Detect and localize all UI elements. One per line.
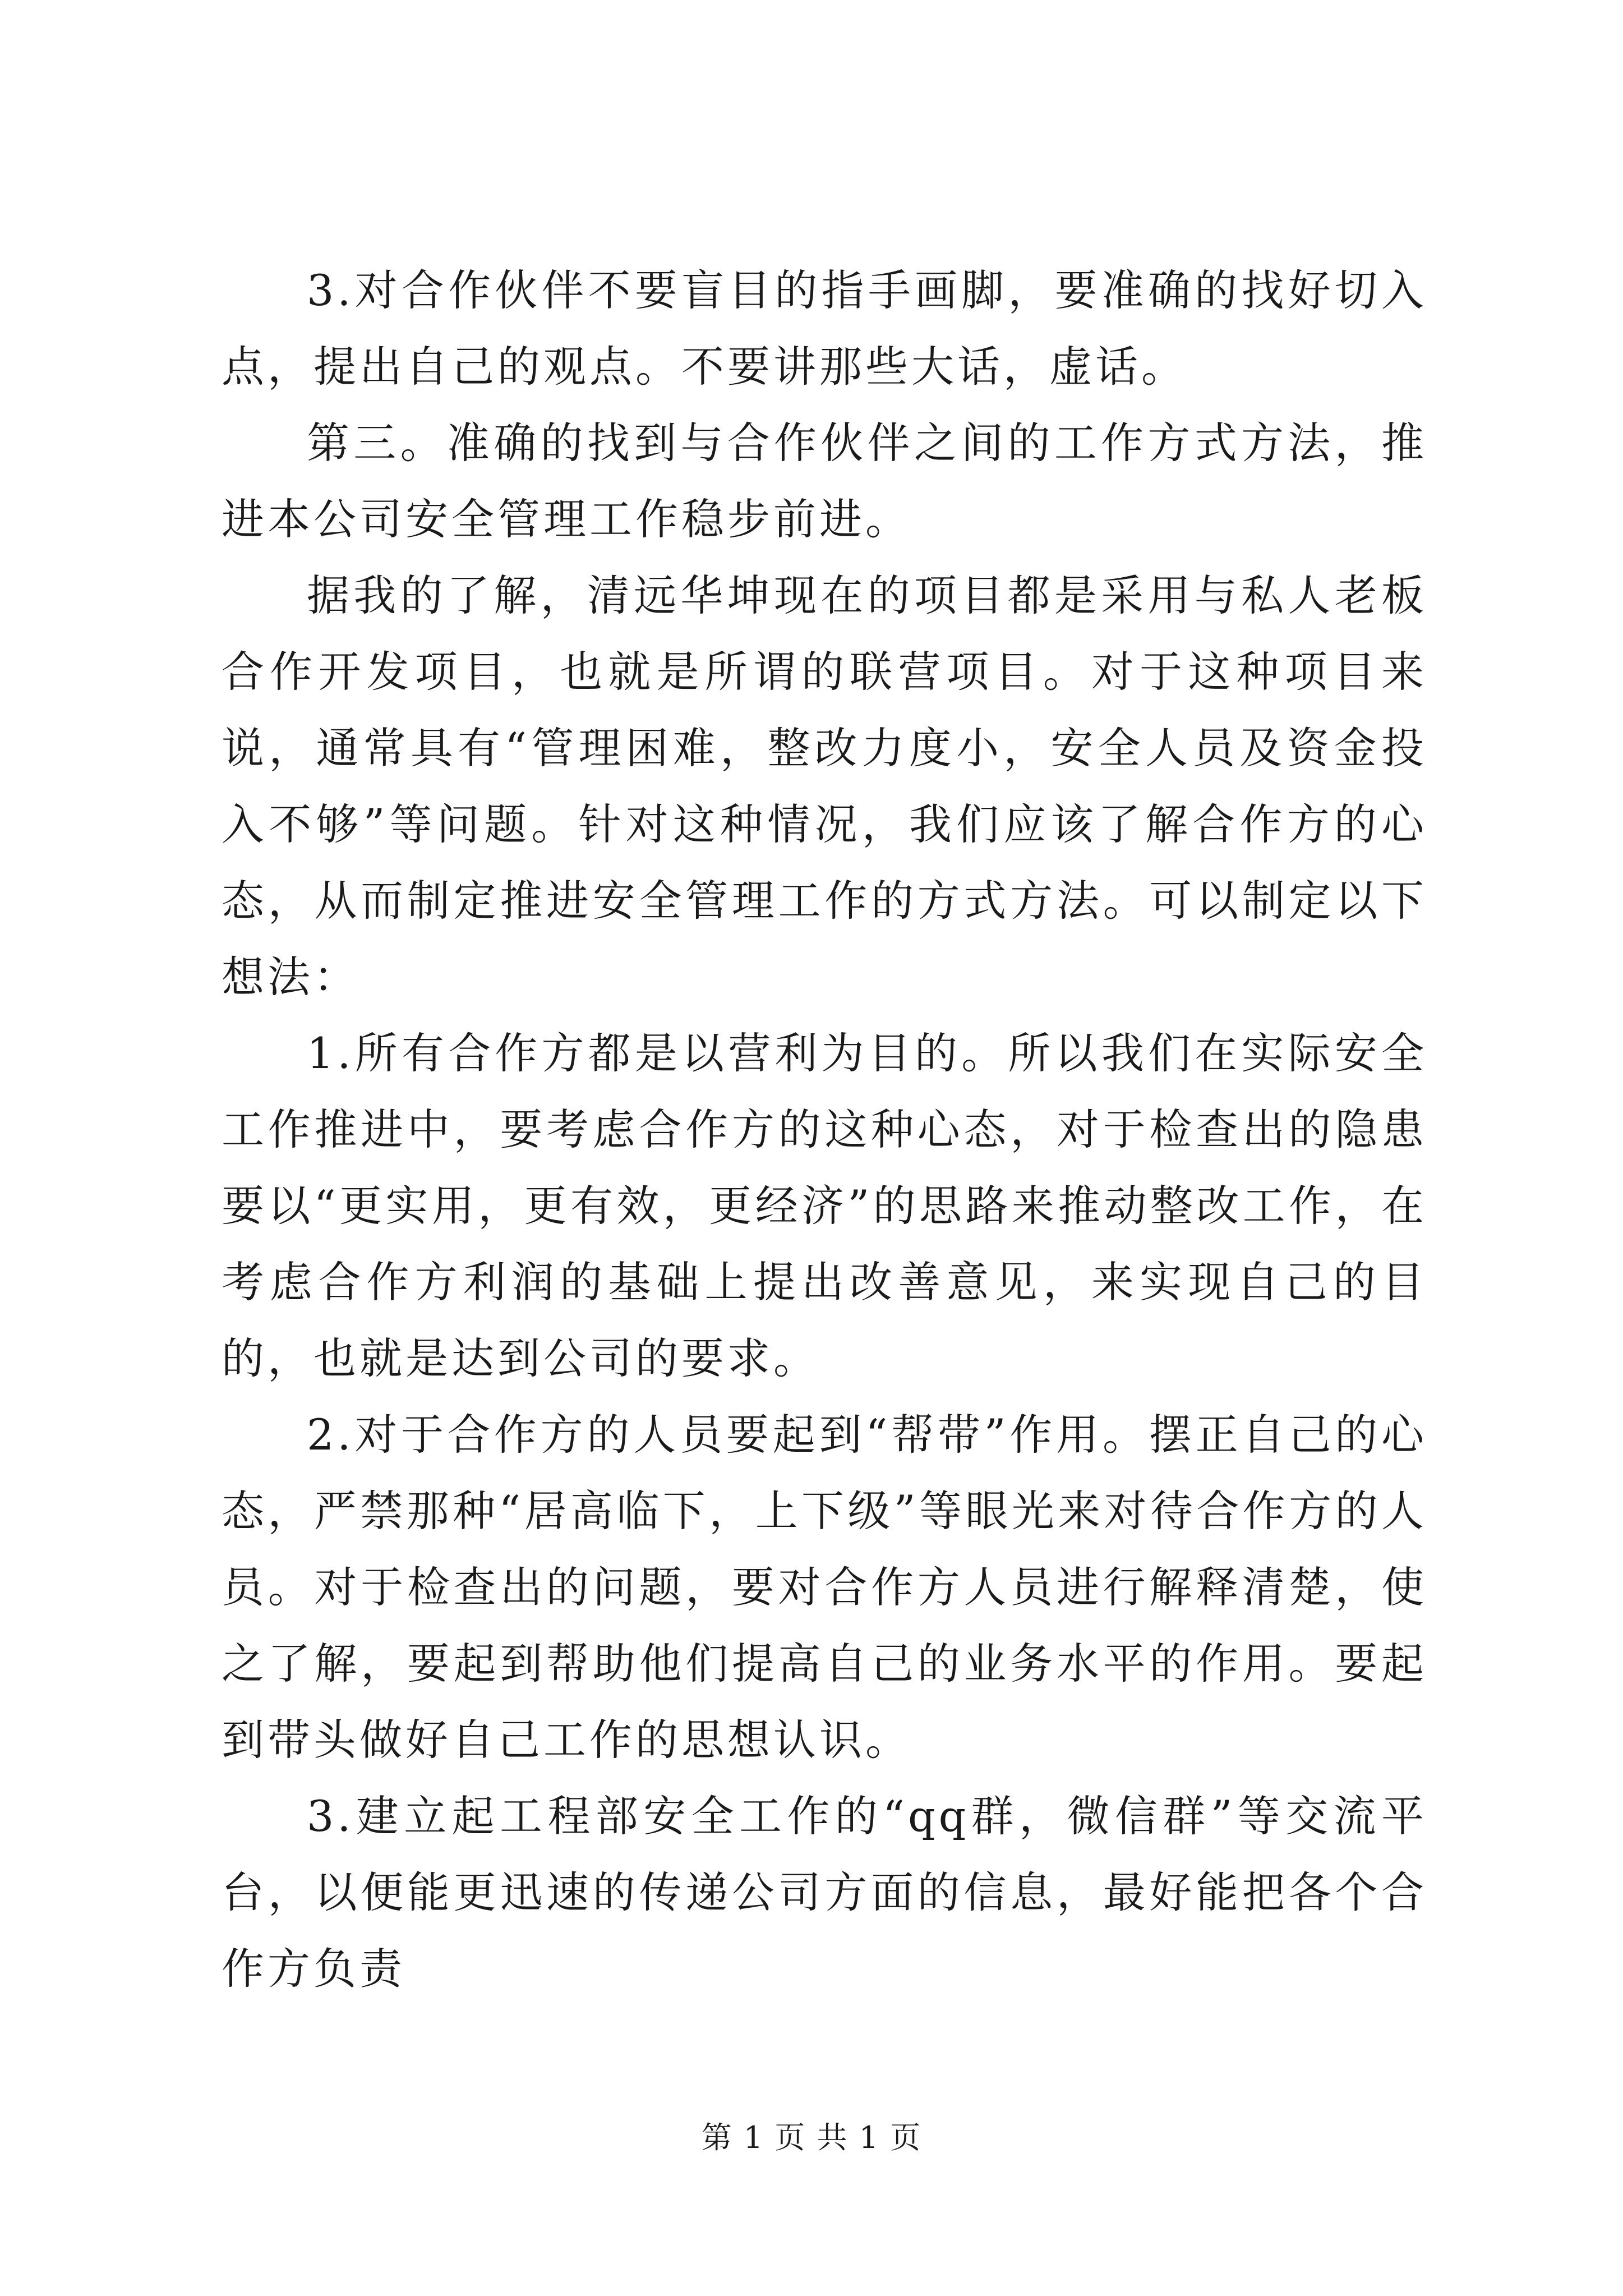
- paragraph-1: 3.对合作伙伴不要盲目的指手画脚，要准确的找好切入点，提出自己的观点。不要讲那些大话，虚话。: [222, 265, 1427, 392]
- paragraph-4: 1.所有合作方都是以营利为目的。所以我们在实际安全工作推进中，要考虑合作方的这种心态，对于检查出的隐患要以“更实用，更有效，更经济”的思路来推动整改工作，在考虑合作方利润的基础上提出改善意见，来实现自己的目的，也就是达到公司的要求。: [222, 1028, 1427, 1383]
- paragraph-2: 第三。准确的找到与合作伙伴之间的工作方式方法，推进本公司安全管理工作稳步前进。: [222, 418, 1427, 544]
- paragraph-6: 3.建立起工程部安全工作的“qq群，微信群”等交流平台，以便能更迅速的传递公司方面的信息，最好能把各个合作方负责: [222, 1791, 1427, 1994]
- paragraph-3: 据我的了解，清远华坤现在的项目都是采用与私人老板合作开发项目，也就是所谓的联营项目。对于这种项目来说，通常具有“管理困难，整改力度小，安全人员及资金投入不够”等问题。针对这种情况，我们应该了解合作方的心态，从而制定推进安全管理工作的方式方法。可以制定以下想法：: [222, 570, 1427, 1002]
- document-body: [222, 252, 1427, 2007]
- paragraph-5: 2.对于合作方的人员要起到“帮带”作用。摆正自己的心态，严禁那种“居高临下，上下级”等眼光来对待合作方的人员。对于检查出的问题，要对合作方人员进行解释清楚，使之了解，要起到帮助他们提高自己的业务水平的作用。要起到带头做好自己工作的思想认识。: [222, 1410, 1427, 1765]
- page-footer: 第 1 页 共 1 页: [701, 2120, 922, 2155]
